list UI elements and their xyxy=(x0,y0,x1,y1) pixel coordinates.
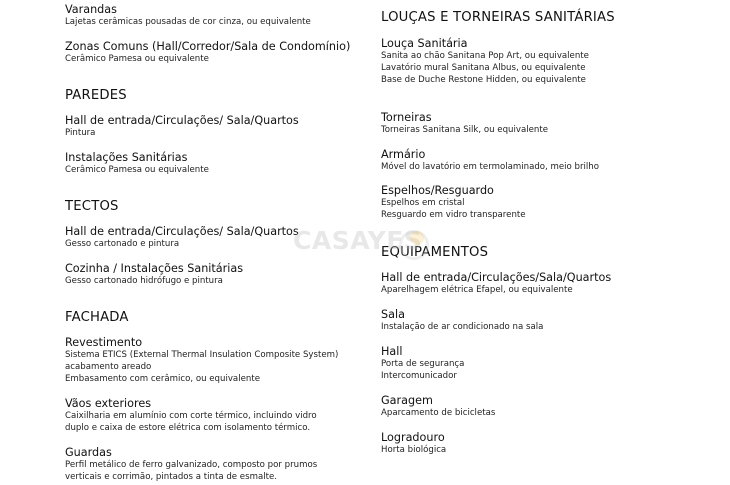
item-line: Gesso cartonado hidrófugo e pintura xyxy=(65,276,223,286)
item-fachada-revestimento xyxy=(65,336,365,385)
item-varandas xyxy=(65,3,365,29)
item-line: Sistema ETICS (External Thermal Insulation Composite System) xyxy=(65,350,339,360)
item-line: Pintura xyxy=(65,128,96,138)
item-line: Horta biológica xyxy=(381,445,447,455)
item-title: Instalações Sanitárias xyxy=(65,151,188,164)
item-line: Embasamento com cerâmico, ou equivalente xyxy=(65,373,260,384)
item-line: duplo e caixa de estore elétrica com isolamento térmico. xyxy=(65,422,311,433)
item-line: Base de Duche Restone Hidden, ou equivalente xyxy=(381,74,586,85)
item-line: Perfil metálico de ferro galvanizado, composto por prumos xyxy=(65,460,318,470)
item-title: Guardas xyxy=(65,446,112,459)
item-line: Gesso cartonado e pintura xyxy=(65,239,180,249)
section-heading-loucas: LOUÇAS E TORNEIRAS SANITÁRIAS xyxy=(381,10,615,25)
item-title: Logradouro xyxy=(381,431,445,444)
item-title: Hall de entrada/Circulações/ Sala/Quartos xyxy=(65,114,299,127)
item-line: Intercomunicador xyxy=(381,370,457,381)
item-title: Vãos exteriores xyxy=(65,397,152,410)
item-title: Zonas Comuns (Hall/Corredor/Sala de Condomínio) xyxy=(65,40,351,53)
item-title: Louça Sanitária xyxy=(381,37,468,50)
item-equip-garagem xyxy=(381,394,721,420)
item-espelhos xyxy=(381,184,721,222)
item-zonas-comuns xyxy=(65,40,365,66)
item-title: Hall xyxy=(381,345,403,358)
watermark-sun-icon xyxy=(410,231,424,245)
item-title: Hall de entrada/Circulações/ Sala/Quartos xyxy=(65,225,299,238)
item-line: acabamento areado xyxy=(65,361,152,372)
item-title: Torneiras xyxy=(381,111,432,124)
item-line: Espelhos em cristal xyxy=(381,198,465,208)
item-line: Cerâmico Pamesa ou equivalente xyxy=(65,54,209,64)
item-line: Sanita ao chão Sanitana Pop Art, ou equivalente xyxy=(381,51,589,61)
item-tectos-hall xyxy=(65,225,365,251)
item-line: Instalação de ar condicionado na sala xyxy=(381,322,544,332)
item-fachada-guardas xyxy=(65,446,365,484)
item-paredes-hall xyxy=(65,114,365,140)
item-title: Armário xyxy=(381,148,426,161)
item-equip-sala xyxy=(381,308,721,334)
item-fachada-vaos xyxy=(65,397,365,435)
item-tectos-cozinha xyxy=(65,262,365,288)
item-line: verticais e corrimão, pintados a tinta de esmalte. xyxy=(65,471,277,482)
item-line: Móvel do lavatório em termolaminado, meio brilho xyxy=(381,162,600,172)
item-equip-logradouro xyxy=(381,431,721,457)
item-title: Revestimento xyxy=(65,336,143,349)
item-equip-hall xyxy=(381,345,721,383)
section-heading-equipamentos: EQUIPAMENTOS xyxy=(381,245,489,260)
item-equip-hall-entrada xyxy=(381,271,721,297)
item-title: Hall de entrada/Circulações/Sala/Quartos xyxy=(381,271,612,284)
item-title: Varandas xyxy=(65,3,117,16)
item-line: Torneiras Sanitana Silk, ou equivalente xyxy=(381,125,549,135)
section-heading-tectos: TECTOS xyxy=(65,199,119,214)
section-heading-paredes: PAREDES xyxy=(65,88,127,103)
item-title: Sala xyxy=(381,308,405,321)
item-line: Lajetas cerâmicas pousadas de cor cinza, ou equivalente xyxy=(65,17,311,27)
item-title: Garagem xyxy=(381,394,433,407)
item-line: Caixilharia em alumínio com corte térmico, incluindo vidro xyxy=(65,411,317,421)
item-paredes-instalacoes xyxy=(65,151,365,177)
item-armario xyxy=(381,148,721,174)
item-line: Porta de segurança xyxy=(381,359,465,369)
item-torneiras xyxy=(381,111,721,137)
section-heading-fachada: FACHADA xyxy=(65,310,129,325)
item-title: Cozinha / Instalações Sanitárias xyxy=(65,262,244,275)
item-line: Aparelhagem elétrica Efapel, ou equivalente xyxy=(381,285,573,295)
watermark-text: CASAYES xyxy=(293,226,423,255)
item-line: Cerâmico Pamesa ou equivalente xyxy=(65,165,209,175)
item-line: Lavatório mural Sanitana Albus, ou equivalente xyxy=(381,62,586,73)
item-line: Resguardo em vidro transparente xyxy=(381,209,526,220)
item-line: Aparcamento de bicicletas xyxy=(381,408,496,418)
item-louca-sanitaria xyxy=(381,37,721,86)
item-title: Espelhos/Resguardo xyxy=(381,184,494,197)
